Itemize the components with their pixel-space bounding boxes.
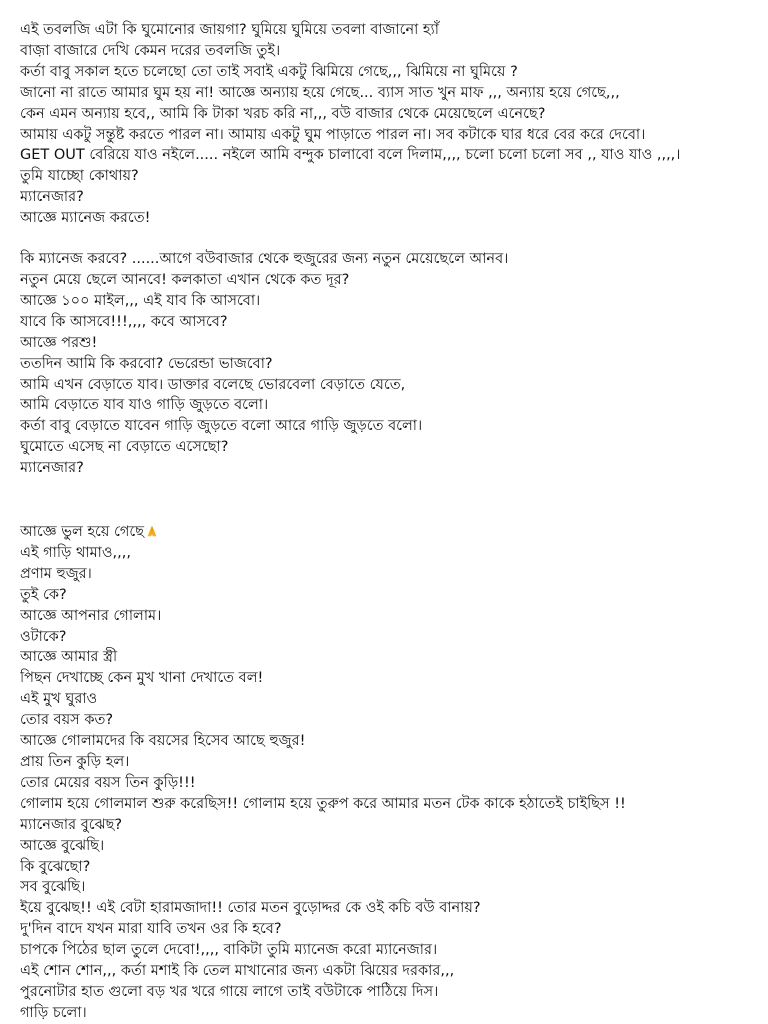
text-line: কর্তা বাবু বেড়াতে যাবেন গাড়ি জুড়তে বলো আরে গাড়ি জুড়তে বলো। xyxy=(20,418,423,435)
text-line: চাপকে পিঠের ছাল তুলে দেবো!,,,, বাকিটা তুমি ম্যানেজ করো ম্যানেজার। xyxy=(20,942,438,959)
text-line: আমায় একটু সন্তুষ্ট করতে পারল না। আমায় একটু ঘুম পাড়াতে পারল না। সব কটাকে ঘার ধরে বের করে দেবো। xyxy=(20,126,646,143)
text-line: তোর মেয়ের বয়স তিন কুড়ি!!! xyxy=(20,774,196,791)
text-line: ততদিন আমি কি করবো? ভেরেন্ডা ভাজবো? xyxy=(20,355,273,372)
text-line: তুমি যাচ্ছো কোথায়? xyxy=(20,168,139,185)
text-line: পিছন দেখাচ্ছে কেন মুখ খানা দেখাতে বল! xyxy=(20,670,264,687)
text-block-2 xyxy=(20,249,752,479)
text-line: যাবে কি আসবে!!!,,,, কবে আসবে? xyxy=(20,313,228,330)
text-line: ম্যানেজার বুঝেছ? xyxy=(20,816,123,833)
text-line: কেন এমন অন্যায় হবে,, আমি কি টাকা খরচ করি না,,, বউ বাজার থেকে মেয়েছেলে এনেছে? xyxy=(20,105,546,122)
text-line: আজ্ঞে আমার স্ত্রী xyxy=(20,649,118,666)
text-line: দু'দিন বাদে যখন মারা যাবি তখন ওর কি হবে? xyxy=(20,921,282,938)
text-line: গোলাম হয়ে গোলমাল শুরু করেছিস!! গোলাম হয়ে তুরুপ করে আমার মতন টেক কাকে হঠাতেই চাইছিস !! xyxy=(20,795,626,812)
text-line: সব বুঝেছি। xyxy=(20,879,86,896)
text-line: কি ম্যানেজ করবে? ......আগে বউবাজার থেকে হুজুরের জন্য নতুন মেয়েছেলে আনব। xyxy=(20,251,509,268)
text-line: আজ্ঞে পরশু! xyxy=(20,334,98,351)
text-line: আজ্ঞে আপনার গোলাম। xyxy=(20,607,162,624)
text-line: GET OUT বেরিয়ে যাও নইলে..... নইলে আমি বন্দুক চালাবো বলে দিলাম,,,, চলো চলো চলো সব ,, যাও যাও ,,,,। xyxy=(20,147,681,164)
folded-hands-emoji xyxy=(145,524,159,538)
text-line: প্রণাম হুজুর। xyxy=(20,565,92,582)
text-line: ইয়ে বুঝেছ!! এই বেটা হারামজাদা!! তোর মতন বুড়োদ্দর কে ওই কচি বউ বানায়? xyxy=(20,900,481,917)
line-text: আজ্ঞে ভুল হয়ে গেছে xyxy=(20,524,145,541)
text-line: এই শোন শোন,,, কর্তা মশাই কি তেল মাখানোর জন্য একটা ঝিয়ের দরকার,,, xyxy=(20,963,455,980)
text-line: নতুন মেয়ে ছেলে আনবে! কলকাতা এখান থেকে কত দূর? xyxy=(20,271,350,288)
text-line: আজ্ঞে বুঝেছি। xyxy=(20,837,105,854)
text-line: বাজ়া বাজারে দেখি কেমন দরের তবলজি তুই। xyxy=(20,42,281,59)
text-line: পুরনোটার হাত গুলো বড় খর খরে গায়ে লাগে তাই বউটাকে পাঠিয়ে দিস। xyxy=(20,983,439,1000)
text-line: ঘুমোতে এসেছ না বেড়াতে এসেছো? xyxy=(20,439,229,456)
text-line: আজ্ঞে ম্যানেজ করতে! xyxy=(20,210,151,227)
text-line: ম্যানেজার? xyxy=(20,460,84,477)
text-line: জানো না রাতে আমার ঘুম হয় না! আজ্ঞে অন্যায় হয়ে গেছে... ব্যাস সাত খুন মাফ ,,, অন্যায় হয়ে গেছে,,, xyxy=(20,84,620,101)
text-line: কর্তা বাবু সকাল হতে চলেছো তো তাই সবাই একটু ঝিমিয়ে গেছে,,, ঝিমিয়ে না ঘুমিয়ে ? xyxy=(20,63,518,80)
text-line: আজ্ঞে ১০০ মাইল,,, এই যাব কি আসবো। xyxy=(20,292,261,309)
text-line: ম্যানেজার? xyxy=(20,189,84,206)
text-line: আজ্ঞে গোলামদের কি বয়সের হিসেব আছে হুজুর! xyxy=(20,733,306,750)
text-line: এই গাড়ি থামাও,,,, xyxy=(20,544,131,561)
text-line: আমি এখন বেড়াতে যাব। ডাক্তার বলেছে ভোরবেলা বেড়াতে যেতে, xyxy=(20,376,406,393)
text-line: ওটাকে? xyxy=(20,628,67,645)
text-line: গাড়ি চলো। xyxy=(20,1004,87,1021)
text-line xyxy=(20,522,752,543)
text-line: কি বুঝেছো? xyxy=(20,858,91,875)
text-block-1 xyxy=(20,20,752,229)
text-line: তোর বয়স কত? xyxy=(20,712,114,729)
text-line: তুই কে? xyxy=(20,586,67,603)
text-line: এই মুখ ঘুরাও xyxy=(20,691,98,708)
text-line: আমি বেড়াতে যাব যাও গাড়ি জুড়তে বলো। xyxy=(20,397,269,414)
text-block-3 xyxy=(20,522,752,1024)
text-line: এই তবলজি এটা কি ঘুমোনোর জায়গা? ঘুমিয়ে ঘুমিয়ে তবলা বাজানো হ্যাঁ xyxy=(20,22,439,38)
text-line: প্রায় তিন কুড়ি হল। xyxy=(20,754,130,770)
